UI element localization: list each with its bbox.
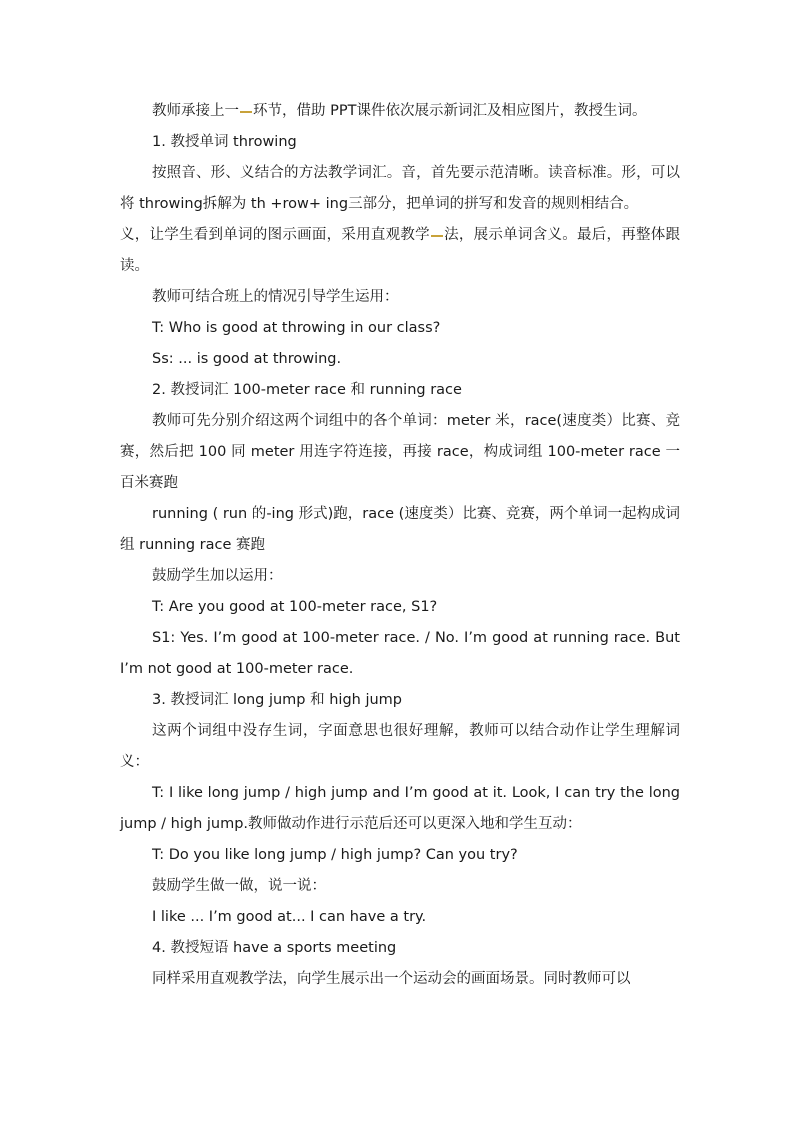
heading-jump: 3. 教授词汇 long jump 和 high jump: [152, 692, 402, 708]
paragraph-sound-shape: 按照音、形、义结合的方法教学词汇。音，首先要示范清晰。读音标准。形，可以将 throwing拆解为 th +row+ ing三部分，把单词的拼写和发音的规则相结合。: [120, 165, 680, 212]
paragraph-intro-text-a: 教师承接上一: [152, 103, 239, 119]
paragraph-intro-text-b: 环节，借助 PPT课件依次展示新词汇及相应图片，教授生词。: [253, 103, 647, 119]
paragraph-intro: [120, 96, 680, 127]
heading-sports-meeting: 4. 教授短语 have a sports meeting: [152, 940, 397, 956]
heading-100-meter-race: 2. 教授词汇 100-meter race 和 running race: [152, 382, 462, 398]
paragraph-guide: 教师可结合班上的情况引导学生运用：: [152, 289, 399, 305]
document-body: [120, 96, 680, 995]
edit-mark: [240, 110, 252, 113]
dialogue-line: T: Who is good at throwing in our class?: [152, 320, 441, 336]
dialogue-line: T: Are you good at 100-meter race, S1?: [152, 599, 438, 615]
paragraph-encourage: 鼓励学生加以运用：: [152, 568, 283, 584]
dialogue-line: I like ... I’m good at... I can have a try.: [152, 909, 427, 925]
edit-mark: [431, 234, 443, 237]
dialogue-line: Ss: ... is good at throwing.: [152, 351, 342, 367]
paragraph-practice: 鼓励学生做一做，说一说：: [152, 878, 326, 894]
paragraph-jump-intro: 这两个词组中没存生词，字面意思也很好理解，教师可以结合动作让学生理解词义：: [120, 723, 680, 770]
paragraph-sports-meeting: 同样采用直观教学法，向学生展示出一个运动会的画面场景。同时教师可以: [152, 971, 631, 987]
dialogue-line: T: Do you like long jump / high jump? Can you try?: [152, 847, 518, 863]
paragraph-jump-example: T: I like long jump / high jump and I’m good at it. Look, I can try the long jump / high jump.教师做动作进行示范后还可以更深入地和学生互动：: [120, 785, 680, 832]
paragraph-meter-race: 教师可先分别介绍这两个词组中的各个单词：meter 米，race(速度类）比赛、竞赛，然后把 100 同 meter 用连字符连接，再接 race，构成词组 100-meter race 一百米赛跑: [120, 413, 680, 491]
heading-throwing: 1. 教授单词 throwing: [152, 134, 297, 150]
paragraph-running-race: running ( run 的-ing 形式)跑，race (速度类）比赛、竞赛，两个单词一起构成词组 running race 赛跑: [120, 506, 680, 553]
dialogue-answer: S1: Yes. I’m good at 100-meter race. / No. I’m good at running race. But I’m not good at 100-meter race.: [120, 630, 680, 677]
paragraph-meaning-text-a: 义，让学生看到单词的图示画面，采用直观教学: [120, 227, 430, 243]
paragraph-meaning-text-b: 法，展示单词含义。最后，再整体跟读。: [120, 227, 680, 274]
paragraph-meaning: [120, 220, 680, 282]
